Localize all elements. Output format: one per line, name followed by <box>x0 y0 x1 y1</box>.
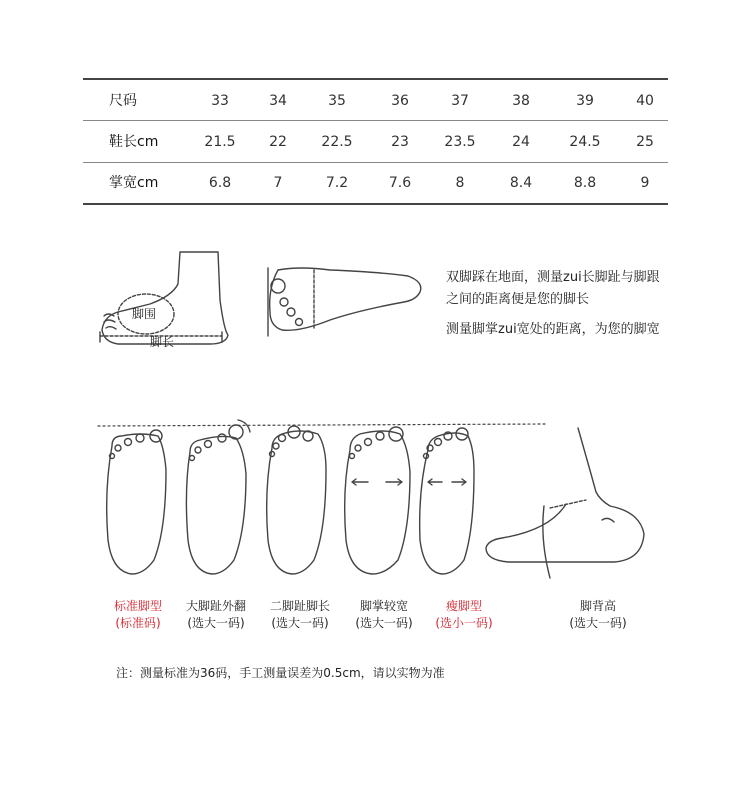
instruction-line-3: 测量脚掌zui宽处的距离，为您的脚宽 <box>446 322 660 337</box>
foot-type-advice: (选大一码) <box>569 616 627 630</box>
table-cell: 23.5 <box>444 134 476 150</box>
table-cell: 40 <box>636 93 654 109</box>
foot-type-advice: (选大一码) <box>355 616 413 630</box>
foot-high-instep-icon <box>486 428 644 578</box>
table-cell: 37 <box>451 93 469 109</box>
foot-type-name: 大脚趾外翻 <box>185 599 246 613</box>
foot-type-name: 二脚趾脚长 <box>269 599 330 613</box>
table-cell: 25 <box>636 134 654 150</box>
top-foot-icon <box>268 268 421 336</box>
foot-type-high-instep <box>543 598 653 632</box>
measurement-note: 注：测量标准为36码，手工测量误差为0.5cm，请以实物为准 <box>116 666 445 680</box>
foot-bunion-icon <box>186 420 250 574</box>
table-cell: 21.5 <box>204 134 236 150</box>
foot-second-toe-icon <box>267 426 326 574</box>
foot-type-slim <box>409 598 519 632</box>
table-cell: 8 <box>455 175 465 191</box>
table-cell: 8.4 <box>509 175 533 191</box>
foot-type-name: 脚掌较宽 <box>359 599 408 613</box>
table-cell: 9 <box>640 175 650 191</box>
table-cell: 24 <box>512 134 530 150</box>
table-cell: 38 <box>512 93 530 109</box>
foot-wide-icon <box>345 427 410 574</box>
instruction-line-1: 双脚踩在地面，测量zui长脚趾与脚跟 <box>446 270 660 285</box>
length-label: 脚长 <box>149 335 175 349</box>
foot-type-name: 标准脚型 <box>113 599 162 613</box>
side-foot-icon <box>100 252 228 344</box>
foot-standard-icon <box>107 430 166 574</box>
foot-slim-icon <box>420 428 474 574</box>
table-cell: 7 <box>273 175 283 191</box>
table-cell: 35 <box>328 93 346 109</box>
foot-type-name: 瘦脚型 <box>445 599 482 613</box>
table-cell: 24.5 <box>569 134 601 150</box>
instruction-line-2: 之间的距离便是您的脚长 <box>446 292 590 307</box>
foot-type-advice: (选大一码) <box>187 616 245 630</box>
foot-type-advice: (标准码) <box>115 616 161 630</box>
table-cell: 34 <box>269 93 287 109</box>
table-cell: 33 <box>211 93 229 109</box>
table-cell: 23 <box>391 134 409 150</box>
foot-type-advice: (选小一码) <box>435 616 493 630</box>
table-cell: 6.8 <box>208 175 232 191</box>
table-cell: 22.5 <box>321 134 353 150</box>
table-cell: 8.8 <box>573 175 597 191</box>
foot-type-name: 脚背高 <box>579 599 616 613</box>
table-cell: 36 <box>391 93 409 109</box>
table-cell: 39 <box>576 93 594 109</box>
row-header: 掌宽cm <box>109 175 159 191</box>
girth-label: 脚围 <box>131 307 157 321</box>
table-cell: 7.6 <box>388 175 412 191</box>
row-header: 尺码 <box>109 93 137 109</box>
table-cell: 7.2 <box>325 175 349 191</box>
foot-type-advice: (选大一码) <box>271 616 329 630</box>
row-header: 鞋长cm <box>109 134 159 150</box>
table-cell: 22 <box>269 134 287 150</box>
